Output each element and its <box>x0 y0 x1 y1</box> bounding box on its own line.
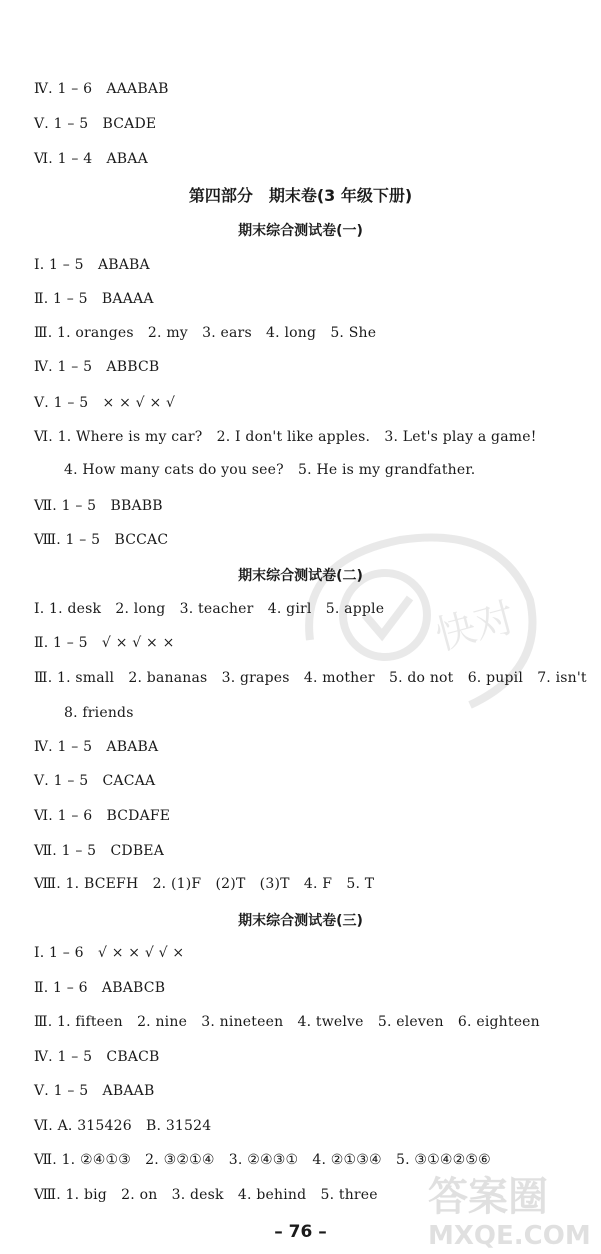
answer-line: Ⅵ. 1. Where is my car? 2. I don't like apples. 3. Let's play a game! <box>34 429 537 445</box>
answer-line: Ⅰ. 1 – 5 ABABA <box>34 257 150 273</box>
page-number: – 76 – <box>274 1222 327 1242</box>
test2-title: 期末综合测试卷(二) <box>238 568 363 584</box>
answer-line: Ⅴ. 1 – 5 CACAA <box>34 773 156 789</box>
answer-line: Ⅴ. 1 – 5 ABAAB <box>34 1083 155 1099</box>
answer-line: Ⅷ. 1. BCEFH 2. (1)F (2)T (3)T 4. F 5. T <box>34 876 375 892</box>
answer-line: Ⅷ. 1 – 5 BCCAC <box>34 532 169 548</box>
watermark-corner-url: MXQE.COM <box>428 1221 591 1250</box>
watermark-corner-logo <box>420 1160 595 1250</box>
answer-line: Ⅲ. 1. small 2. bananas 3. grapes 4. mother 5. do not 6. pupil 7. isn't <box>34 670 587 686</box>
answer-line: Ⅵ. 1 – 6 BCDAFE <box>34 808 171 824</box>
answer-line: Ⅳ. 1 – 5 ABABA <box>34 739 159 755</box>
watermark-stamp <box>290 520 550 720</box>
test1-title: 期末综合测试卷(一) <box>238 223 363 239</box>
answer-line: 4. How many cats do you see? 5. He is my grandfather. <box>64 462 476 478</box>
answer-line: Ⅷ. 1. big 2. on 3. desk 4. behind 5. three <box>34 1187 378 1203</box>
answer-line: Ⅳ. 1 – 6 AAABAB <box>34 81 169 97</box>
answer-line: Ⅲ. 1. fifteen 2. nine 3. nineteen 4. twelve 5. eleven 6. eighteen <box>34 1014 540 1030</box>
answer-line: Ⅰ. 1. desk 2. long 3. teacher 4. girl 5. apple <box>34 601 385 617</box>
answer-line: Ⅶ. 1 – 5 BBABB <box>34 498 163 514</box>
answer-line: Ⅴ. 1 – 5 BCADE <box>34 116 157 132</box>
watermark-corner-text: 答案圈 <box>428 1174 548 1220</box>
answer-line: Ⅴ. 1 – 5 × × √ × √ <box>34 395 176 411</box>
answer-line: Ⅱ. 1 – 6 ABABCB <box>34 980 166 996</box>
answer-line: Ⅵ. 1 – 4 ABAA <box>34 151 148 167</box>
watermark-center-text: 快对 <box>430 594 520 660</box>
answer-line: Ⅵ. A. 315426 B. 31524 <box>34 1118 212 1134</box>
answer-line: Ⅱ. 1 – 5 √ × √ × × <box>34 635 175 651</box>
part-heading: 第四部分 期末卷(3 年级下册) <box>188 186 413 205</box>
answer-line: Ⅶ. 1. ②④①③ 2. ③②①④ 3. ②④③① 4. ②①③④ 5. ③①④②⑤⑥ <box>34 1152 491 1168</box>
answer-line: Ⅱ. 1 – 5 BAAAA <box>34 291 154 307</box>
answer-line: Ⅰ. 1 – 6 √ × × √ √ × <box>34 945 185 961</box>
answer-line: 8. friends <box>64 705 134 721</box>
answer-line: Ⅶ. 1 – 5 CDBEA <box>34 843 165 859</box>
test3-title: 期末综合测试卷(三) <box>238 913 363 929</box>
answer-line: Ⅳ. 1 – 5 CBACB <box>34 1049 160 1065</box>
answer-line: Ⅳ. 1 – 5 ABBCB <box>34 359 160 375</box>
answer-line: Ⅲ. 1. oranges 2. my 3. ears 4. long 5. She <box>34 325 377 341</box>
